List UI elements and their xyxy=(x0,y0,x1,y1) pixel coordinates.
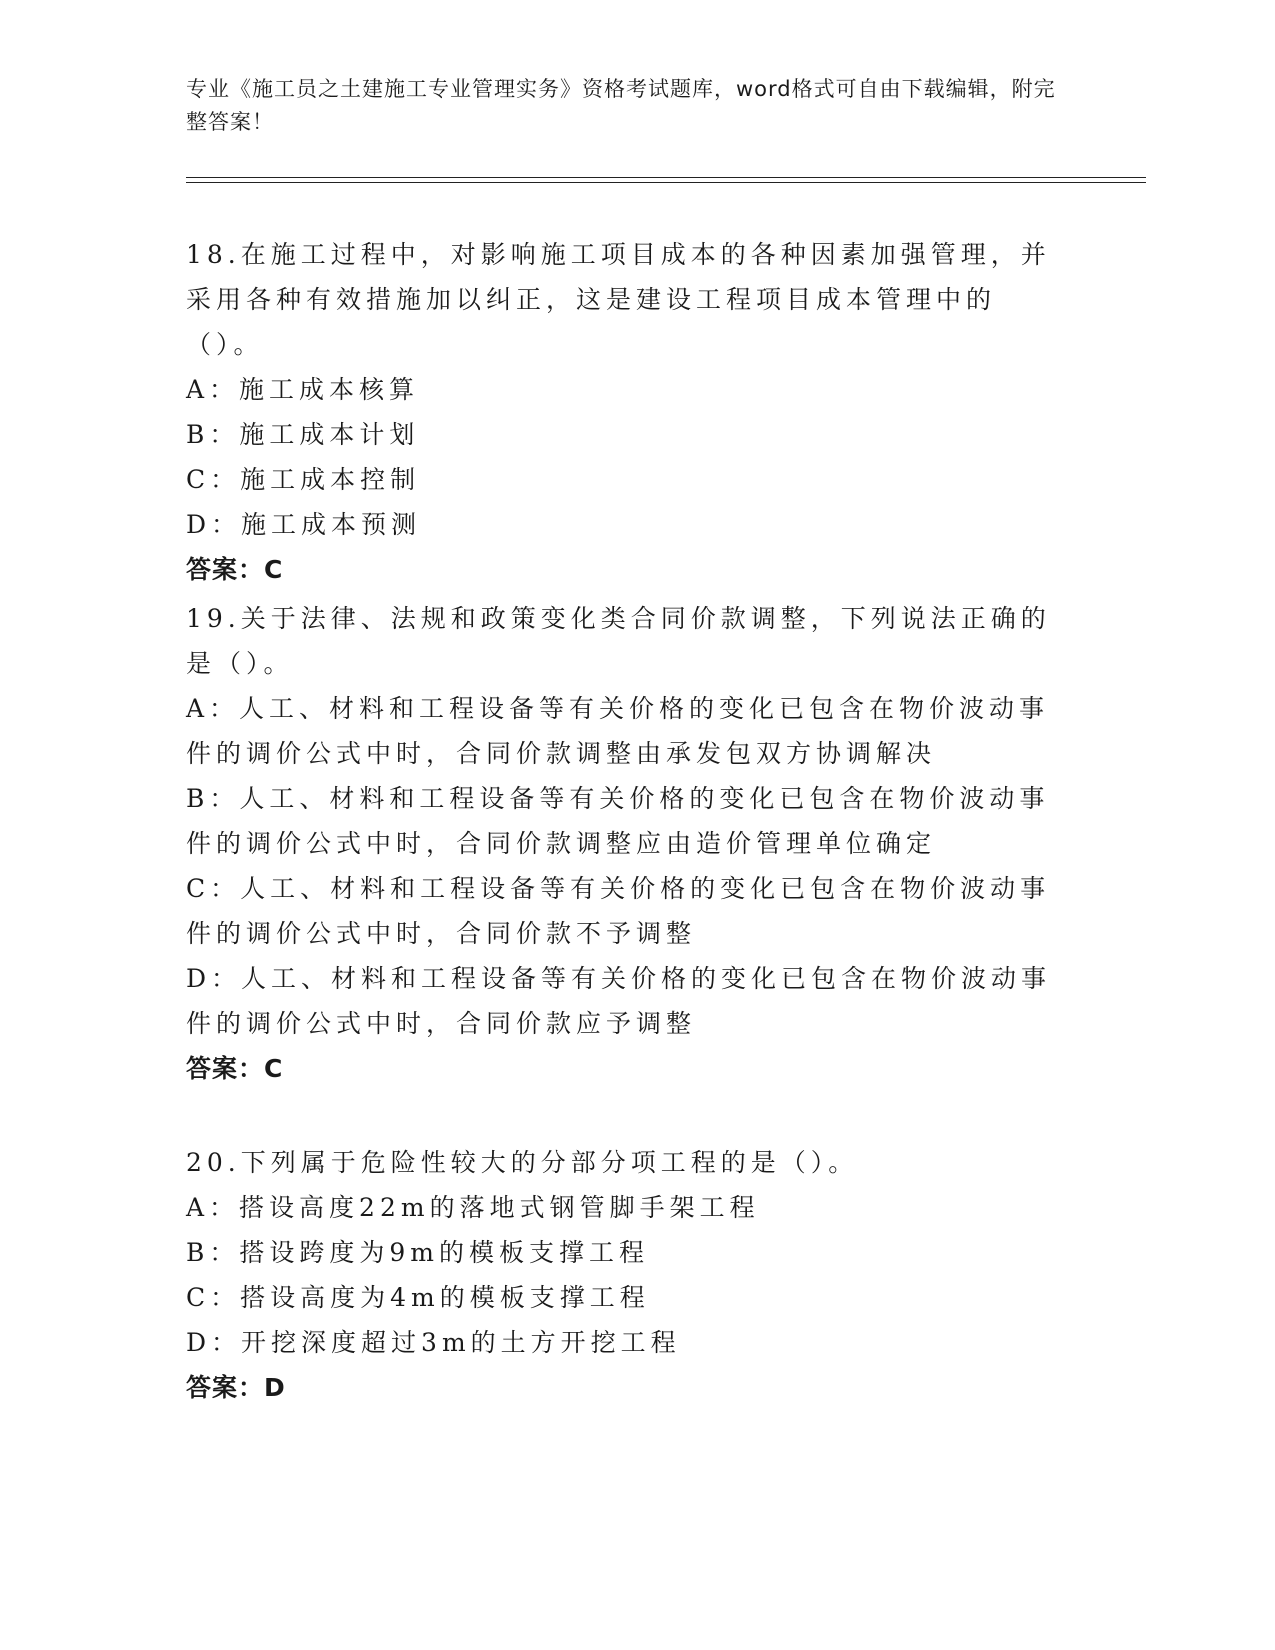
answer-label: 答案：C xyxy=(186,555,284,584)
option-b: B：搭设跨度为9m的模板支撑工程 xyxy=(186,1238,649,1267)
question-stem: 20.下列属于危险性较大的分部分项工程的是（）。 xyxy=(186,1148,859,1177)
option-b: B：施工成本计划 xyxy=(186,420,420,449)
option-d: D：人工、材料和工程设备等有关价格的变化已包含在物价波动事件的调价公式中时，合同价款应予调整 xyxy=(186,964,1052,1038)
answer-label: 答案：D xyxy=(186,1373,286,1402)
option-a: A：施工成本核算 xyxy=(186,375,420,404)
question-19 xyxy=(186,596,1066,1091)
option-b: B：人工、材料和工程设备等有关价格的变化已包含在物价波动事件的调价公式中时，合同价款调整应由造价管理单位确定 xyxy=(186,784,1050,858)
option-d: D：开挖深度超过3m的土方开挖工程 xyxy=(186,1328,681,1357)
document-header: 专业《施工员之土建施工专业管理实务》资格考试题库，word格式可自由下载编辑，附完整答案！ xyxy=(186,77,1056,134)
header-divider-top xyxy=(186,177,1146,178)
option-a: A：人工、材料和工程设备等有关价格的变化已包含在物价波动事件的调价公式中时，合同价款调整由承发包双方协调解决 xyxy=(186,694,1050,768)
option-c: C：施工成本控制 xyxy=(186,465,421,494)
question-18 xyxy=(186,232,1066,592)
option-a: A：搭设高度22m的落地式钢管脚手架工程 xyxy=(186,1193,760,1222)
option-c: C：人工、材料和工程设备等有关价格的变化已包含在物价波动事件的调价公式中时，合同价款不予调整 xyxy=(186,874,1051,948)
question-stem: 18.在施工过程中，对影响施工项目成本的各种因素加强管理，并采用各种有效措施加以纠正，这是建设工程项目成本管理中的（）。 xyxy=(186,240,1051,359)
question-stem: 19.关于法律、法规和政策变化类合同价款调整，下列说法正确的是（）。 xyxy=(186,604,1051,678)
option-c: C：搭设高度为4m的模板支撑工程 xyxy=(186,1283,650,1312)
answer-label: 答案：C xyxy=(186,1054,284,1083)
question-20 xyxy=(186,1140,1066,1410)
option-d: D：施工成本预测 xyxy=(186,510,422,539)
header-divider-bottom xyxy=(186,182,1146,183)
